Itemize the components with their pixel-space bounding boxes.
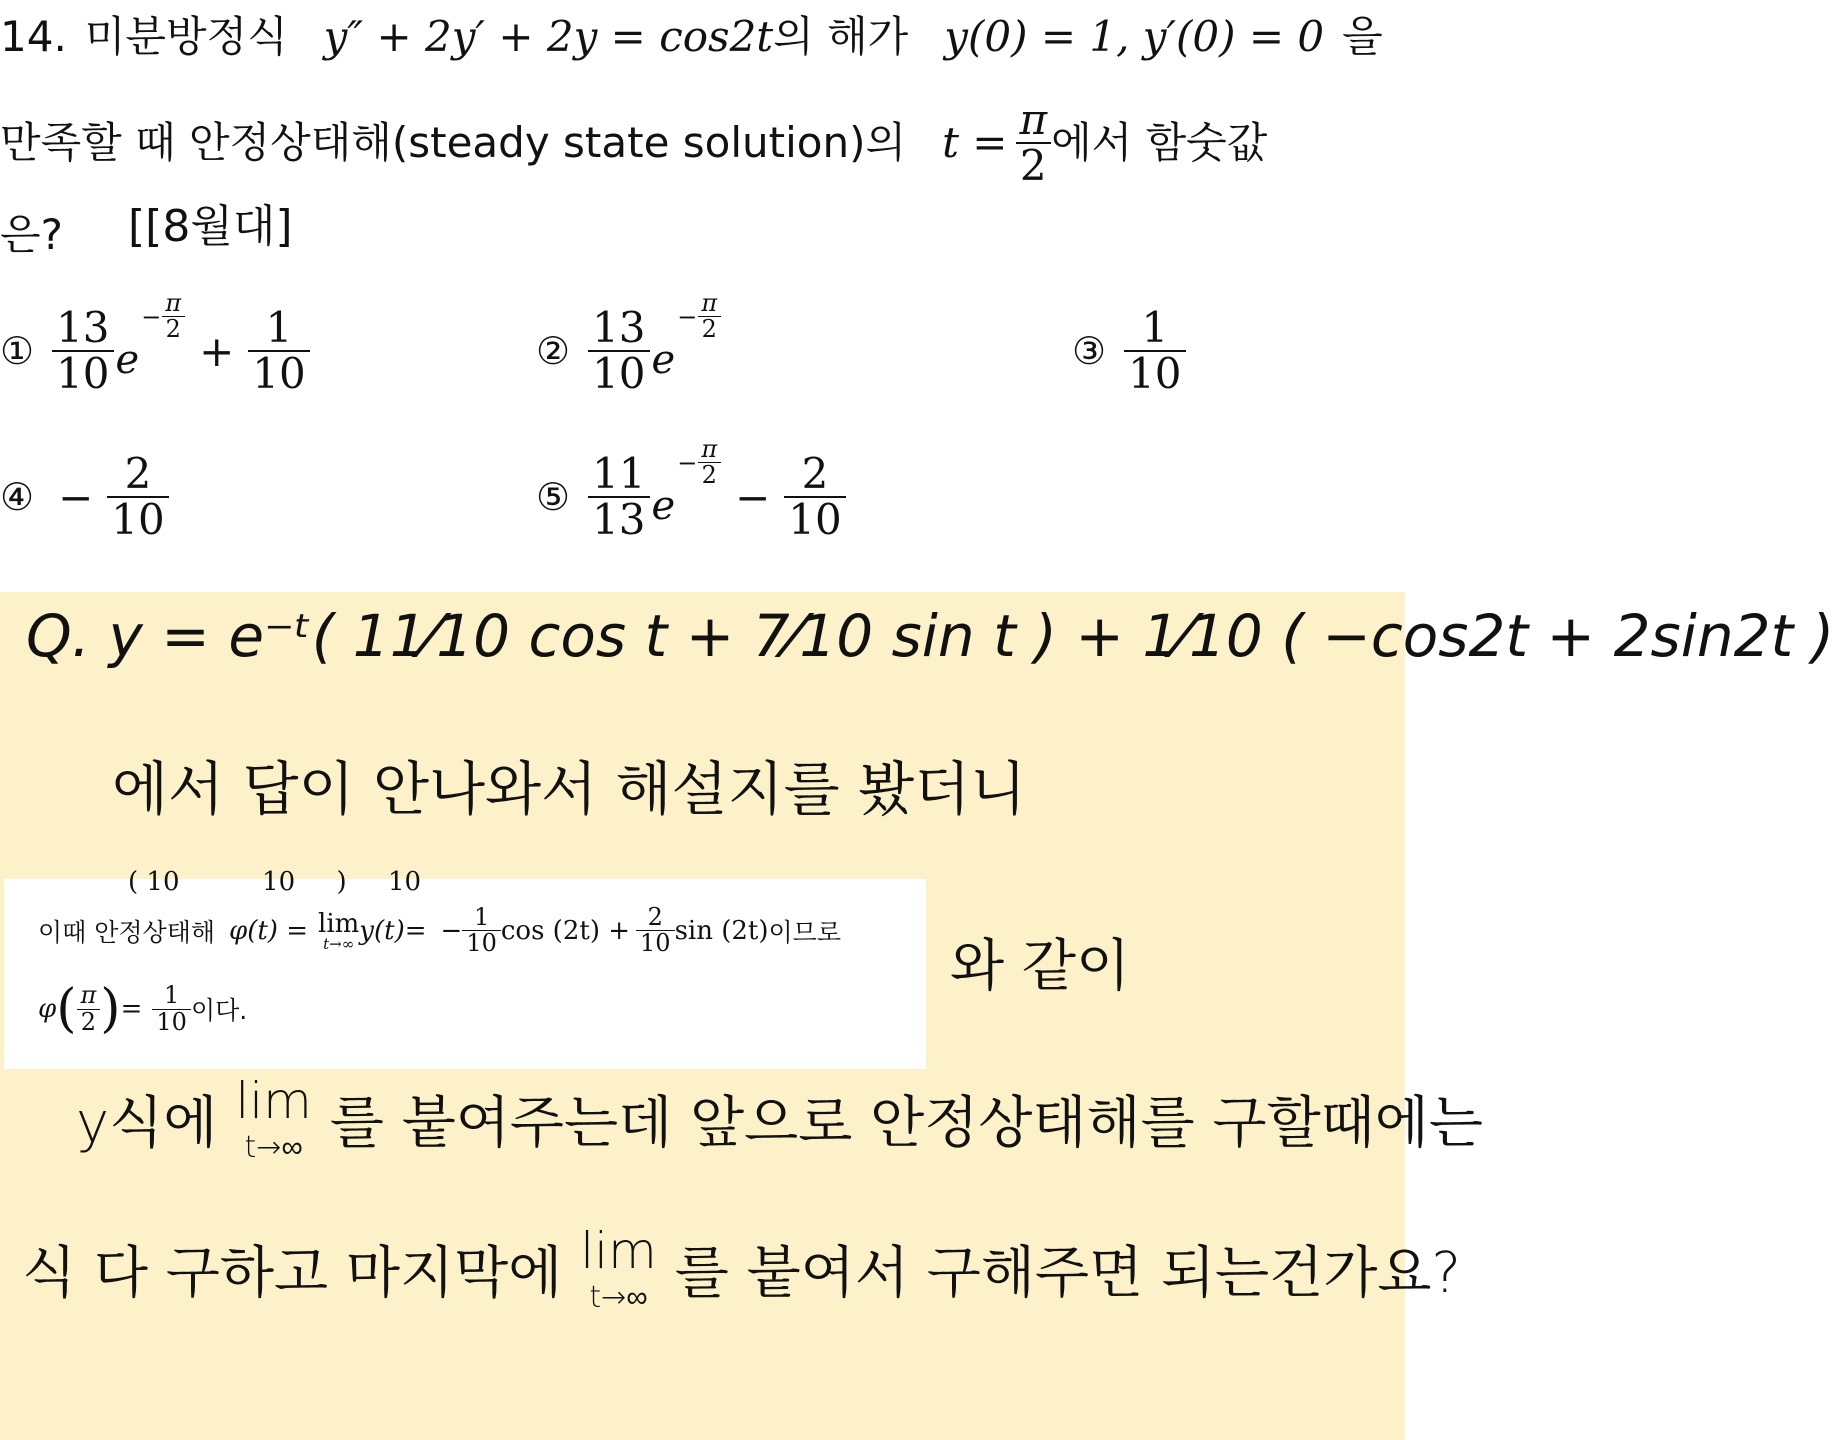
operator: − <box>735 472 771 522</box>
option-fraction: $\frac{11}{13}$ <box>588 452 649 542</box>
problem-text: 을 <box>1342 12 1383 61</box>
differential-equation: y″ + 2y′ + 2y = cos2t <box>323 12 774 61</box>
fraction: $\frac{1}{10}$ <box>462 905 501 956</box>
option-fraction: $\frac{1}{10}$ <box>1124 306 1185 396</box>
problem-text: 의 해가 <box>773 12 909 61</box>
option-1[interactable] <box>0 289 310 399</box>
fraction: $\frac{2}{10}$ <box>636 905 675 956</box>
t-equals: t = <box>942 118 1008 168</box>
fraction: $\frac{1}{10}$ <box>152 983 191 1034</box>
option-fraction: $\frac{1}{10}$ <box>248 306 309 396</box>
problem-text: 에서 함숫값 <box>1051 118 1268 168</box>
exponent: − $\frac{\pi}{2}$ <box>677 437 721 488</box>
solution-line-2: φ ( $\frac{\pi}{2}$ ) = $\frac{1}{10}$ 이다. <box>38 979 248 1039</box>
option-marker: ④ <box>0 475 35 520</box>
problem-line-1 <box>0 12 1383 61</box>
option-marker: ③ <box>1072 329 1107 374</box>
option-5[interactable] <box>536 435 846 545</box>
option-marker: ① <box>0 329 35 374</box>
note-equation: Q. y = e⁻ᵗ( 11⁄10 cos t + 7⁄10 sin t ) + 1⁄10 ( −cos2t + 2sin2t ) <box>26 602 1834 670</box>
pi-over-2-fraction: $\frac{\pi}{2}$ <box>1015 98 1051 188</box>
option-3[interactable] <box>1072 303 1186 399</box>
fraction: $\frac{\pi}{2}$ <box>77 983 101 1034</box>
cutoff-text: ( 10 10 ) 10 <box>128 867 422 897</box>
lim-expression: lim t→∞ <box>318 908 360 953</box>
option-4[interactable] <box>0 449 169 545</box>
solution-line-1: 이때 안정상태해 φ(t) = lim t→∞ y(t)= − $\frac{1}{10}$ cos (2t) + $\frac{2}{10}$ sin (2t) 이므로 <box>38 903 841 958</box>
note-line: 와 같이 <box>950 934 1131 999</box>
option-2[interactable] <box>536 289 721 399</box>
lim-expression: lim t→∞ <box>580 1222 657 1315</box>
phi-of-t: φ(t) = <box>229 915 308 946</box>
note-line: y식에 lim t→∞ 를 붙여주는데 앞으로 안정상태해를 구할때에는 <box>76 1072 1483 1165</box>
problem-line-3 <box>0 210 63 259</box>
problem-text: 만족할 때 안정상태해(steady state solution)의 <box>0 118 907 168</box>
operator: − <box>58 472 94 522</box>
note-line: 에서 답이 안나와서 해설지를 봤더니 <box>112 755 1027 823</box>
option-marker: ② <box>536 329 571 374</box>
problem-number: 14. <box>0 12 67 61</box>
exponential-term: e − $\frac{\pi}{2}$ <box>650 465 722 529</box>
solution-excerpt <box>4 867 926 1069</box>
problem-text: 은? <box>0 210 63 259</box>
problem-text: 미분방정식 <box>84 12 288 61</box>
initial-conditions: y(0) = 1, y′(0) = 0 <box>944 12 1325 61</box>
option-fraction: $\frac{2}{10}$ <box>107 452 168 542</box>
handwritten-tag: [[8월대] <box>128 201 293 252</box>
exponential-term: e − $\frac{\pi}{2}$ <box>114 319 186 383</box>
problem-section <box>0 0 1405 592</box>
note-line: 식 다 구하고 마지막에 lim t→∞ 를 붙여서 구해주면 되는건가요? <box>22 1222 1462 1315</box>
exponential-term: e − $\frac{\pi}{2}$ <box>650 319 722 383</box>
lim-expression: lim t→∞ <box>235 1072 312 1165</box>
option-fraction: $\frac{13}{10}$ <box>588 306 649 396</box>
option-fraction: $\frac{2}{10}$ <box>784 452 845 542</box>
option-fraction: $\frac{13}{10}$ <box>52 306 113 396</box>
exponent: − $\frac{\pi}{2}$ <box>677 291 721 342</box>
operator: + <box>199 326 235 376</box>
exponent: − $\frac{\pi}{2}$ <box>141 291 185 342</box>
option-marker: ⑤ <box>536 475 571 520</box>
problem-line-2 <box>0 95 1268 191</box>
